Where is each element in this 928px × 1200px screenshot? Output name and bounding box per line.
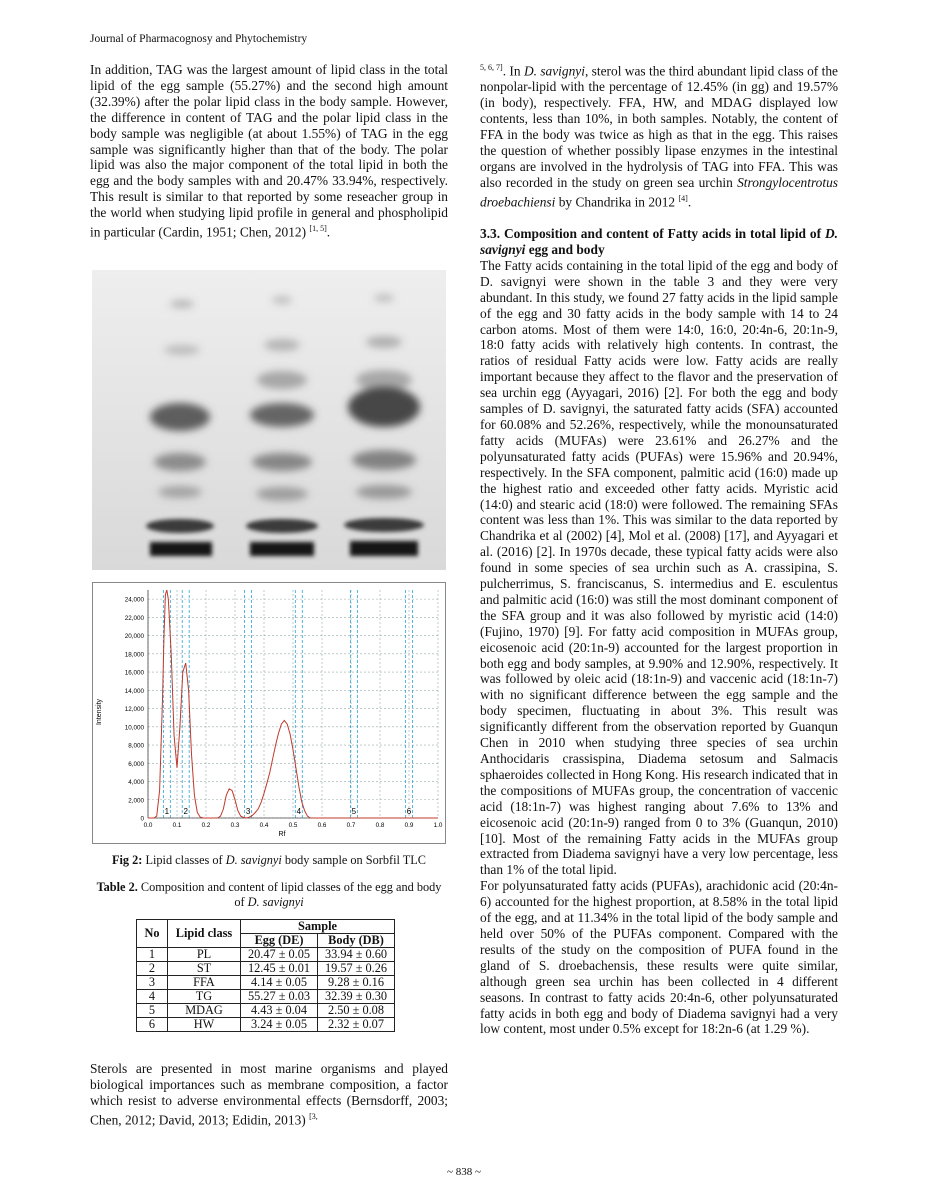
x-tick-label: 0.1 [172,822,182,829]
x-tick-label: 0.8 [375,822,385,829]
y-tick-label: 14,000 [124,687,144,695]
tlc-plate-image [92,270,446,570]
x-tick-label: 0.2 [201,822,211,829]
table-cell-body: 2.50 ± 0.08 [318,1004,395,1018]
table-cell-cls: ST [168,962,241,976]
table-row [137,1004,395,1018]
table-cell-egg: 3.24 ± 0.05 [241,1018,318,1032]
x-tick-label: 0.0 [143,822,153,829]
header-sample: Sample [241,920,395,934]
y-tick-label: 2,000 [128,797,144,805]
lipid-class-table [136,919,395,1032]
table-cell-body: 19.57 ± 0.26 [318,962,395,976]
table-cell-egg: 55.27 ± 0.03 [241,990,318,1004]
x-tick-label: 0.7 [346,822,356,829]
table-cell-body: 2.32 ± 0.07 [318,1018,395,1032]
table-row [137,962,395,976]
table-cell-egg: 20.47 ± 0.05 [241,948,318,962]
table-cell-cls: HW [168,1018,241,1032]
section-heading-3-3: 3.3. Composition and content of Fatty acids in total lipid of D. savignyi egg and body [480,226,838,257]
x-tick-label: 0.3 [230,822,240,829]
header-lipid-class: Lipid class [168,920,241,948]
table-cell-cls: FFA [168,976,241,990]
peak-label: 1 [164,807,170,816]
figure-2-caption: Fig 2: Lipid classes of D. savignyi body sample on Sorbfil TLC [111,853,427,867]
x-tick-label: 0.5 [288,822,298,829]
peak-label: 4 [296,807,302,816]
y-tick-label: 4,000 [128,779,144,787]
paragraph-tag-analysis: In addition, TAG was the largest amount of lipid class in the total lipid of the egg sample (55.27%) and the second high amount (32.39%) after the polar lipid class in the body sample. However, the difference in content of TAG and the polar lipid class in the body sample was negligible (at about 1.55%) of TAG in the egg sample was significantly higher than that of the body. The polar lipid was also the major component of the total lipid in both the egg and the body samples with and 20.47% 33.94%, respectively. This result is similar to that reported by some reseacher group in the world when studying lipid profile in general and phospholipid in particular (Cardin, 1951; Chen, 2012) [1, 5]. [90,62,448,240]
table-row [137,976,395,990]
y-axis-label: Intensity [96,698,103,726]
header-egg: Egg (DE) [241,934,318,948]
table-cell-cls: MDAG [168,1004,241,1018]
table-row [137,948,395,962]
x-axis-label: Rf [278,831,286,838]
y-tick-label: 24,000 [124,596,144,604]
y-tick-label: 8,000 [128,742,144,750]
tlc-plate-photo [92,270,446,570]
sterol-paragraph: Sterols are presented in most marine organisms and played biological importances such as membrane composition, a factor which resist to adverse environmental effects (Bernsdorff, 2003; Chen, 2012; David, 2013; Edidin, 2013) $^{[3,}$ [90,1061,448,1128]
peak-label: 3 [245,807,251,816]
table-cell-cls: TG [168,990,241,1004]
table-cell-egg: 4.14 ± 0.05 [241,976,318,990]
y-tick-label: 22,000 [124,614,144,622]
y-tick-label: 0 [140,815,144,823]
y-tick-label: 10,000 [124,724,144,732]
table-row [137,990,395,1004]
table-cell-body: 9.28 ± 0.16 [318,976,395,990]
peak-label: 6 [406,807,412,816]
x-tick-label: 1.0 [433,822,443,829]
table-cell-no: 2 [137,962,168,976]
y-tick-label: 18,000 [124,651,144,659]
header-body: Body (DB) [318,934,395,948]
x-tick-label: 0.6 [317,822,327,829]
table-2-title: Table 2. Composition and content of lipid classes of the egg and body of D. savignyi [96,880,442,909]
table-row [137,1018,395,1032]
densitogram-chart [92,582,446,844]
y-tick-label: 12,000 [124,706,144,714]
table-cell-body: 32.39 ± 0.30 [318,990,395,1004]
densitogram-svg [92,582,446,844]
header-no: No [137,920,168,948]
paragraph-sterol-continued: $^{5, 6, 7]}$. In D. savignyi, sterol was the third abundant lipid class of the nonpolar-lipid with the percentage of 12.45% (in gg) and 19.57% (in body), respectively. FFA, HW, and MDAG displayed low contents, less than 10%, in both samples. Notably, the content of FFA in the body was twice as high as that in the egg. This raises the question of whether possibly lipase enzymes in the intestinal organs are involved in the hydrolysis of TAG into FFA. This was also recorded in the study on green sea urchin Strongylocentrotus droebachiensi by Chandrika in 2012 [4]. [480,63,838,210]
table-cell-egg: 4.43 ± 0.04 [241,1004,318,1018]
right-column-text [480,60,838,1037]
y-tick-label: 16,000 [124,669,144,677]
peak-label: 5 [351,807,357,816]
peak-label: 2 [183,807,188,816]
table-cell-egg: 12.45 ± 0.01 [241,962,318,976]
table-cell-no: 3 [137,976,168,990]
x-tick-label: 0.4 [259,822,269,829]
left-column-text [90,62,448,240]
table-cell-cls: PL [168,948,241,962]
y-tick-label: 6,000 [128,760,144,768]
paragraph-pufa: For polyunsaturated fatty acids (PUFAs), arachidonic acid (20:4n-6) accounted for the highest proportion, at 8.58% in the total lipid of the egg, and at 11.34% in the total lipid of the body sample and held over 50% of the PUFAs component. Compared with the results of the study on the composition of PUFA found in the gland of S. droebachensis, these results were quite similar, although green sea urchin has been collected in 4 different seasons. In contrast to fatty acids 20:4n-6, other polyunsaturated fatty acids in both egg and body of Diadema savignyi had a very low content, most under 0.5% except for 18:2n-6 (at 1.29 %). [480,878,838,1037]
paragraph-fatty-acids: The Fatty acids containing in the total lipid of the egg and body of D. savignyi were shown in the table 3 and they were very abundant. In this study, we found 27 fatty acids in the lipid sample of the egg and 30 fatty acids in the body sample with 14 to 24 carbon atoms. Most of them were 14:0, 16:0, 20:4n-6, 20:1n-9, 18:0 fatty acids with relatively high contents. In contrast, the ratios of residual Fatty acids were low. Fatty acids are really important because they affect to the flavor and the preservation of sea urchin egg (Ayyagari, 2016) [2]. For both the egg and body samples of D. savignyi, the saturated fatty acids (SFA) accounted for 60.08% and 52.26%, respectively, while the monounsaturated fatty acids (MUFAs) were 23.61% and 26.27% and the polyunsaturated fatty acids (PUFAs) were 15.96% and 20.94%, respectively. In the SFA component, palmitic acid (16:0) made up the highest ratio and exceeded other fatty acids. Myristic acid (14:0) and stearic acid (18:0) were followed. The remaining SFAs content was less than 1%. This was similar to the data reported by Chandrika et al (2002) [4], Mol et al. (2008) [17], and Ayyagari et al. (2016) [2]. In 1970s decade, these typical fatty acids were also found in some species of sea urchin such as A. crassipina, S. pulcherrimus, S. franciscanus, S. intermedius and E. esculentus and palmitic acid (16:0) was still the most dominant component of the SFA group and it was also followed by myristic acid (14:0) (Fujino, 1970) [9]. For fatty acid composition in MUFAs group, eicosenoic acid (20:1n-9) accounted for the largest proportion in both egg and body samples, at 9.90% and 12.90%, respectively. It was followed by oleic acid (18:1n-9) and vaccenic acid (18:1n-7) with no significant difference between the egg sample and the body specimen, fluctuating in about 3%. This result was significantly different from the observation reported by Guanqun Chen in 2010 when studying three species of sea urchin Anthocidaris crassispina, Diadema setosum and Salmacis sphaeroides collected in Hong Kong. His research indicated that in the compositions of MUFAs group, the concentration of vaccenic acid (18:1n-7) was highest ranging about 7.6% to 13% and eicosenoic acid (20:1n-9) ranged from 0 to 3% (Guanqun, 2010) [10]. Most of the remaining Fatty acids in the MUFAs group extracted from Diadema savignyi have a very low percentage, less than 1% of the total lipid. [480,257,838,878]
table-cell-no: 4 [137,990,168,1004]
journal-header: Journal of Pharmacognosy and Phytochemistry [90,33,308,45]
table-cell-no: 6 [137,1018,168,1032]
y-tick-label: 20,000 [124,633,144,641]
table-cell-no: 1 [137,948,168,962]
page-number: ~ 838 ~ [447,1166,481,1178]
table-cell-body: 33.94 ± 0.60 [318,948,395,962]
x-tick-label: 0.9 [404,822,414,829]
table-cell-no: 5 [137,1004,168,1018]
